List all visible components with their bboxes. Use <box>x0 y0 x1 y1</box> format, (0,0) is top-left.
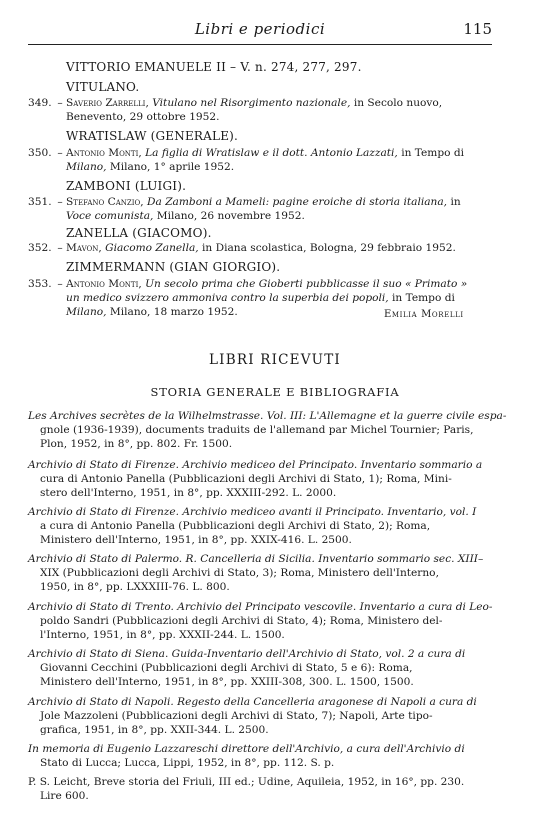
entry-title: Giacomo Zanella, <box>105 242 199 254</box>
book-line: Archivio di Stato di Firenze. Archivio mediceo del Principato. Inventario sommario a <box>28 459 483 471</box>
entry-line <box>28 97 442 110</box>
book-line: 1950, in 8°, pp. LXXXIII-76. L. 800. <box>40 581 230 593</box>
book-line: cura di Antonio Panella (Pubblicazioni degli Archivi di Stato, 1); Roma, Mini- <box>40 473 452 485</box>
entry-heading <box>66 179 186 193</box>
section-subtitle: STORIA GENERALE E BIBLIOGRAFIA <box>150 385 400 399</box>
heading-text: VITTORIO EMANUELE II – V. n. 274, 277, 297. <box>66 60 362 74</box>
section-title: LIBRI RICEVUTI <box>209 352 341 368</box>
entry-heading <box>66 129 238 143</box>
entry-periodical: Milano, <box>66 161 107 173</box>
entry-number: 350. <box>28 147 52 159</box>
book-line: stero dell'Interno, 1951, in 8°, pp. XXXIII-292. L. 2000. <box>40 487 337 499</box>
heading-text: ZANELLA (GIACOMO). <box>66 226 212 240</box>
entry-heading <box>66 226 212 240</box>
book-line: Ministero dell'Interno, 1951, in 8°, pp. XXIII-308, 300. L. 1500, 1500. <box>40 676 414 688</box>
book-line: P. S. Leicht, Breve storia del Friuli, III ed.; Udine, Aquileia, 1952, in 16°, pp. 230. <box>28 776 465 788</box>
entry-dash: – <box>57 242 63 254</box>
heading-text: WRATISLAW (GENERALE). <box>66 129 239 143</box>
book-line: Plon, 1952, in 8°, pp. 802. Fr. 1500. <box>40 438 233 450</box>
entry-text: in Secolo nuovo, <box>353 97 443 109</box>
entry-dash: – <box>57 147 63 159</box>
book-line: Archivio di Stato di Siena. Guida-Inventario dell'Archivio di Stato, vol. 2 a cura di <box>28 648 466 660</box>
heading-text: ZIMMERMANN (GIAN GIORGIO). <box>66 260 281 274</box>
entry-periodical: Milano, <box>66 306 107 318</box>
entry-periodical: Voce comunista, <box>66 210 154 222</box>
entry-title: un medico svizzero ammoniva contro la superbia dei popoli, <box>66 292 389 304</box>
book-line: l'Interno, 1951, in 8°, pp. XXXII-244. L. 1500. <box>40 629 285 641</box>
entry-author: Antonio Monti, <box>66 147 142 159</box>
book-line: Lire 600. <box>40 790 89 802</box>
book-line: In memoria di Eugenio Lazzareschi direttore dell'Archivio, a cura dell'Archivio di <box>28 743 465 755</box>
entry-line <box>28 278 467 291</box>
entry-title: Vitulano nel Risorgimento nazionale, <box>152 97 351 109</box>
entry-text: Milano, 18 marzo 1952. <box>109 306 238 318</box>
book-line: Jole Mazzoleni (Pubblicazioni degli Archivi di Stato, 7); Napoli, Arte tipo- <box>40 710 433 722</box>
book-line: Archivio di Stato di Firenze. Archivio mediceo avanti il Principato. Inventario, vol. I <box>28 506 477 518</box>
entry-text: in Tempo di <box>401 147 465 159</box>
entry-line <box>28 147 464 160</box>
entry-line <box>28 196 461 209</box>
entry-number: 353. <box>28 278 52 290</box>
book-line: Stato di Lucca; Lucca, Lippi, 1952, in 8°, pp. 112. S. p. <box>40 757 335 769</box>
entry-author: Antonio Monti, <box>66 278 142 290</box>
book-line: Les Archives secrètes de la Wilhelmstrasse. Vol. III: L'Allemagne et la guerre civile espa- <box>28 410 507 422</box>
entry-author: Stefano Canzio, <box>66 196 144 208</box>
book-line: poldo Sandri (Pubblicazioni degli Archivi di Stato, 4); Roma, Ministero del- <box>40 615 443 627</box>
header-rule <box>28 44 492 45</box>
entry-title: La figlia di Wratislaw e il dott. Antonio Lazzati, <box>145 147 398 159</box>
entry-heading <box>66 80 139 94</box>
entry-author: Mavon, <box>66 242 102 254</box>
entry-number: 349. <box>28 97 52 109</box>
entry-line <box>66 111 220 124</box>
entry-text: in <box>450 196 461 208</box>
entry-heading <box>66 260 280 274</box>
entry-line <box>66 292 455 305</box>
entry-number: 352. <box>28 242 52 254</box>
book-line: Giovanni Cecchini (Pubblicazioni degli Archivi di Stato, 5 e 6): Roma, <box>40 662 413 674</box>
signature: Emilia Morelli <box>384 309 464 320</box>
entry-title: Da Zamboni a Mameli: pagine eroiche di storia italiana, <box>147 196 448 208</box>
entry-text: Milano, 1° aprile 1952. <box>109 161 235 173</box>
book-line: grafica, 1951, in 8°, pp. XXII-344. L. 2500. <box>40 724 269 736</box>
entry-line <box>66 161 234 174</box>
book-line: Archivio di Stato di Napoli. Regesto della Cancelleria aragonese di Napoli a cura di <box>28 696 477 708</box>
entry-line <box>66 210 305 223</box>
book-line: a cura di Antonio Panella (Pubblicazioni degli Archivi di Stato, 2); Roma, <box>40 520 431 532</box>
entry-heading <box>66 60 362 74</box>
book-line: gnole (1936-1939), documents traduits de l'allemand par Michel Tournier; Paris, <box>40 424 474 436</box>
heading-text: VITULANO. <box>66 80 140 94</box>
page-number: 115 <box>463 20 492 38</box>
entry-number: 351. <box>28 196 52 208</box>
entry-text: Benevento, 29 ottobre 1952. <box>66 111 220 123</box>
heading-text: ZAMBONI (LUIGI). <box>66 179 187 193</box>
entry-dash: – <box>57 97 63 109</box>
entry-author: Saverio Zarrelli, <box>66 97 149 109</box>
book-line: Ministero dell'Interno, 1951, in 8°, pp. XXIX-416. L. 2500. <box>40 534 352 546</box>
entry-text: Milano, 26 novembre 1952. <box>156 210 305 222</box>
book-line: Archivio di Stato di Trento. Archivio del Principato vescovile. Inventario a cura di Leo- <box>28 601 493 613</box>
entry-text: in Tempo di <box>392 292 455 304</box>
entry-line <box>66 306 238 319</box>
entry-dash: – <box>57 196 63 208</box>
entry-text: in Diana scolastica, Bologna, 29 febbraio 1952. <box>202 242 456 254</box>
running-head-title: Libri e periodici <box>194 20 326 38</box>
book-line: Archivio di Stato di Palermo. R. Cancelleria di Sicilia. Inventario sommario sec. XIII– <box>28 553 484 565</box>
running-head <box>28 18 492 40</box>
book-line: XIX (Pubblicazioni degli Archivi di Stato, 3); Roma, Ministero dell'Interno, <box>40 567 439 579</box>
entry-title: Un secolo prima che Gioberti pubblicasse il suo « Primato » <box>145 278 468 290</box>
entry-dash: – <box>57 278 63 290</box>
entry-line <box>28 242 456 255</box>
